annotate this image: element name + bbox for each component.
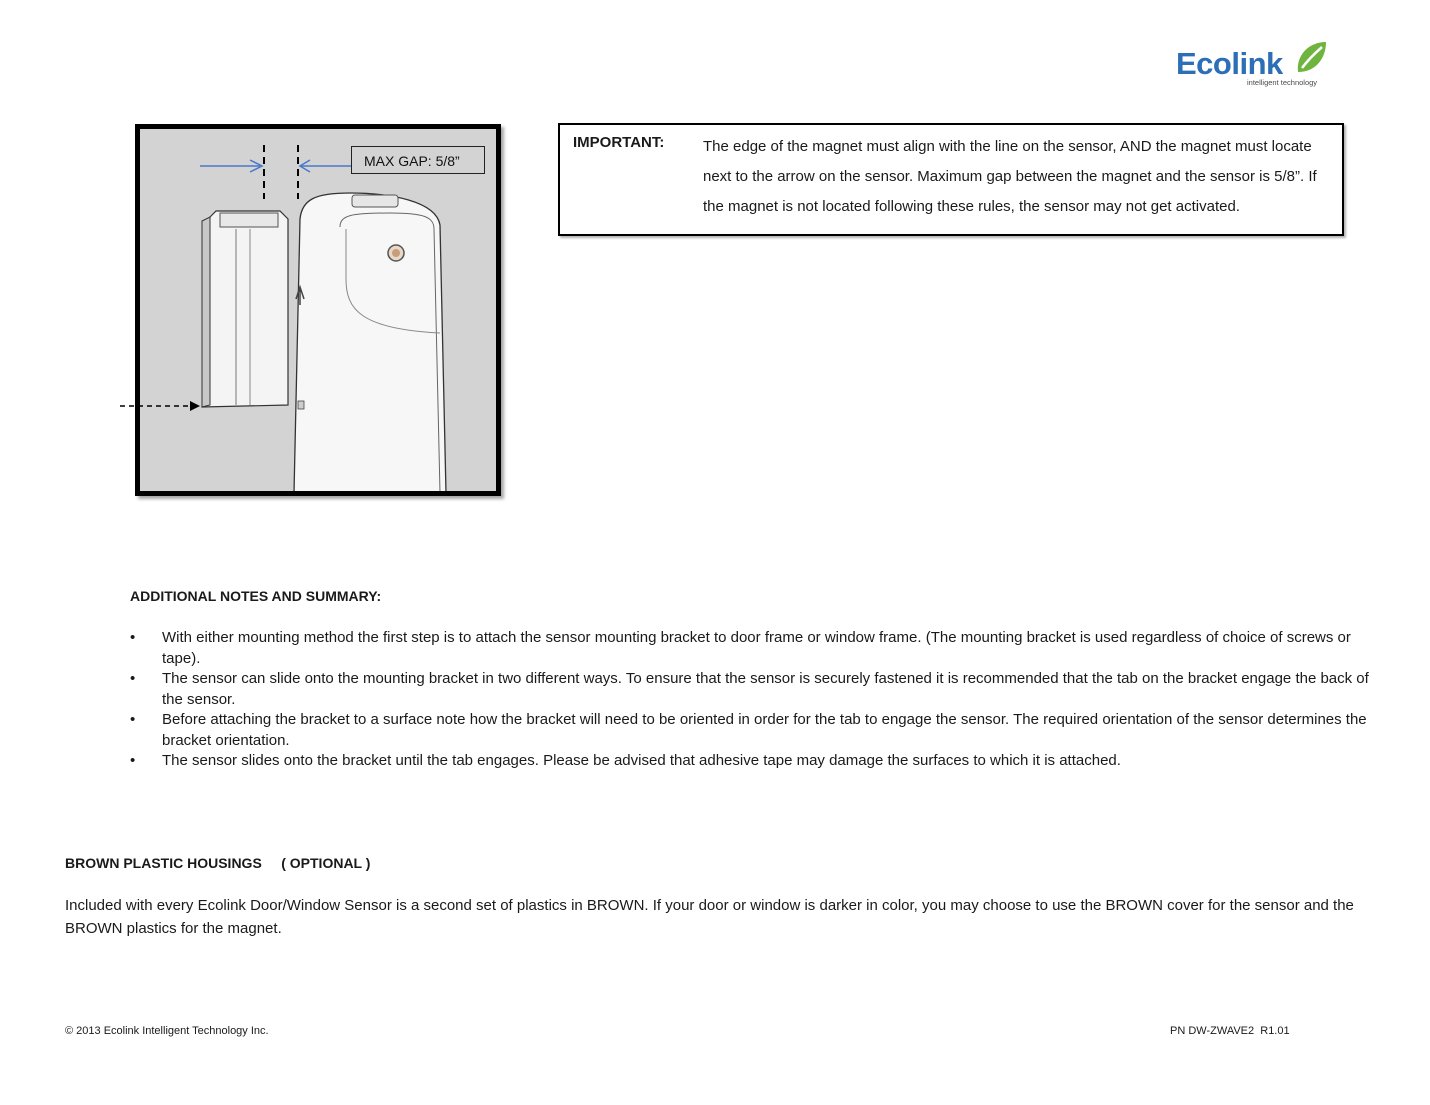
list-item: • The sensor can slide onto the mounting bracket in two different ways. To ensure that the sensor is securely fastened it is recommended that the tab on the bracket engage the back of the sensor.	[130, 670, 1369, 708]
logo-wordmark: Ecolink	[1176, 46, 1283, 81]
max-gap-label: MAX GAP: 5/8”	[351, 146, 485, 174]
ecolink-logo	[1174, 38, 1334, 94]
bullet-icon: •	[130, 752, 136, 769]
dashed-pointer-arrow-icon	[118, 398, 204, 414]
bullet-icon: •	[130, 629, 136, 646]
bullet-icon: •	[130, 711, 136, 728]
notes-heading: ADDITIONAL NOTES AND SUMMARY:	[130, 588, 382, 604]
sensor-drawing-body	[294, 193, 446, 491]
leaf-icon	[1292, 38, 1332, 78]
magnet-drawing	[202, 211, 288, 407]
important-text: The edge of the magnet must align with the line on the sensor, AND the magnet must locate next to the arrow on the sensor. Maximum gap between the magnet and the sensor is 5/8”. If the magnet is not located following these rules, the sensor may not get activated.	[703, 138, 1317, 215]
logo-tagline: intelligent technology	[1247, 78, 1318, 87]
footer-copyright: © 2013 Ecolink Intelligent Technology Inc.	[65, 1025, 269, 1037]
important-label: IMPORTANT:	[573, 134, 665, 151]
notes-list	[130, 628, 1370, 772]
brown-housings-heading: BROWN PLASTIC HOUSINGS ( OPTIONAL )	[65, 855, 371, 871]
footer-part-number: PN DW-ZWAVE2 R1.01	[1170, 1025, 1290, 1037]
sensor-magnet-illustration	[135, 124, 501, 496]
list-item: • With either mounting method the first step is to attach the sensor mounting bracket to door frame or window frame. (The mounting bracket is used regardless of choice of screws or tape).	[130, 629, 1351, 667]
important-notice-box	[558, 123, 1344, 236]
sensor-drawing	[140, 129, 496, 491]
bullet-icon: •	[130, 670, 136, 687]
list-item: • Before attaching the bracket to a surface note how the bracket will need to be oriented in order for the tab to engage the sensor. The required orientation of the sensor determines the bracket orientation.	[130, 711, 1367, 749]
brown-housings-text: Included with every Ecolink Door/Window Sensor is a second set of plastics in BROWN. If your door or window is darker in color, you may choose to use the BROWN cover for the sensor and the BROWN plastics for the magnet.	[65, 897, 1354, 937]
list-item: • The sensor slides onto the bracket until the tab engages. Please be advised that adhesive tape may damage the surfaces to which it is attached.	[130, 751, 1370, 772]
